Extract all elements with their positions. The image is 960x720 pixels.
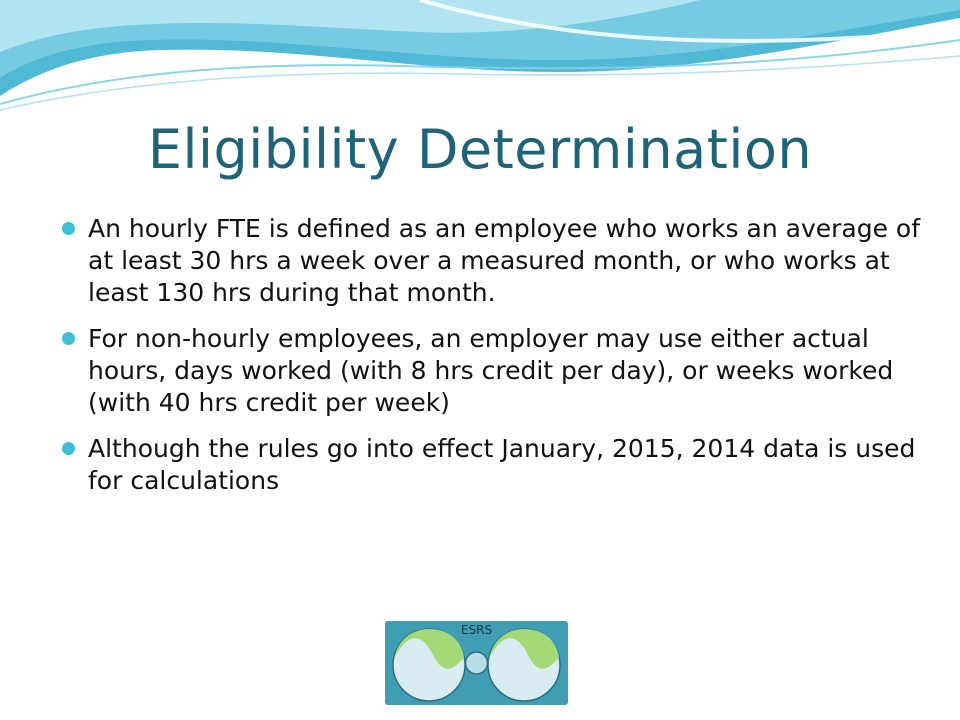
esrs-logo bbox=[385, 621, 568, 705]
bullet-text: For non-hourly employees, an employer may use either actual hours, days worked (with 8 hrs credit per day), or weeks worked (with 40 hrs credit per week) bbox=[88, 324, 894, 417]
bullet-dot-icon bbox=[62, 442, 75, 455]
bullet-item-effective-date bbox=[60, 433, 920, 497]
bullet-item-fte-definition bbox=[60, 213, 920, 309]
slide-title: Eligibility Determination bbox=[147, 118, 813, 181]
logo-text: ESRS bbox=[460, 623, 493, 637]
bullet-dot-icon bbox=[62, 222, 75, 235]
bullet-dot-icon bbox=[62, 332, 75, 345]
bullet-item-non-hourly bbox=[60, 323, 920, 419]
header-wave-decoration bbox=[0, 0, 960, 120]
bullet-list bbox=[60, 213, 920, 511]
bullet-text: An hourly FTE is defined as an employee who works an average of at least 30 hrs a week over a measured month, or who works at least 130 hrs during that month. bbox=[88, 214, 921, 307]
bullet-text: Although the rules go into effect January, 2015, 2014 data is used for calculations bbox=[88, 434, 916, 495]
